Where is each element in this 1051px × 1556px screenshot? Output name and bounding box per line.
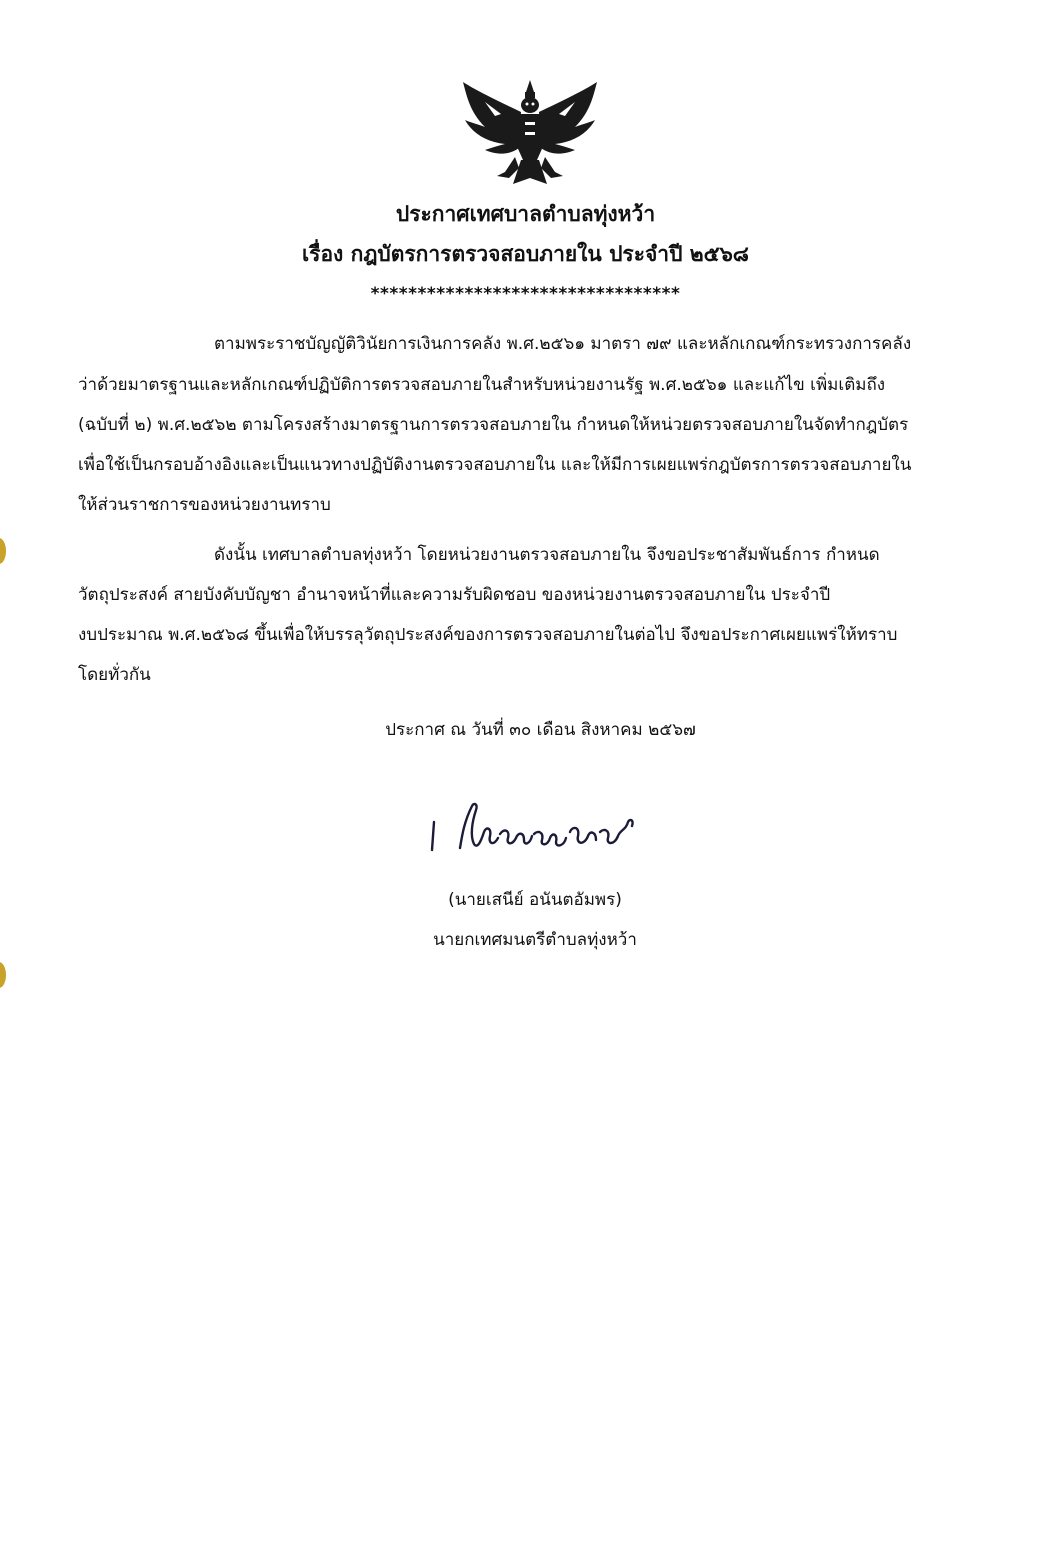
- paragraph-1-line: ตามพระราชบัญญัติวินัยการเงินการคลัง พ.ศ.๒๕๖๑ มาตรา ๗๙ และหลักเกณฑ์กระทรวงการคลัง: [214, 334, 912, 354]
- separator-line: *********************************: [370, 284, 681, 304]
- signatory-title: นายกเทศมนตรีตำบลทุ่งหว้า: [433, 930, 637, 950]
- paragraph-1-line: (ฉบับที่ ๒) พ.ศ.๒๕๖๒ ตามโครงสร้างมาตรฐานการตรวจสอบภายใน กำหนดให้หน่วยตรวจสอบภายในจัดทำกฎบัตร: [78, 415, 909, 435]
- announcement-date: ประกาศ ณ วันที่ ๓๐ เดือน สิงหาคม ๒๕๖๗: [385, 720, 696, 740]
- paragraph-2-line: ดังนั้น เทศบาลตำบลทุ่งหว้า โดยหน่วยงานตรวจสอบภายใน จึงขอประชาสัมพันธ์การ กำหนด: [214, 545, 880, 565]
- paragraph-2-line: งบประมาณ พ.ศ.๒๕๖๘ ขึ้นเพื่อให้บรรลุวัตถุประสงค์ของการตรวจสอบภายในต่อไป จึงขอประกาศเผยแพร่ให้ทราบ: [78, 625, 898, 645]
- announcement-title: ประกาศเทศบาลตำบลทุ่งหว้า: [395, 202, 656, 226]
- paragraph-2-line: วัตถุประสงค์ สายบังคับบัญชา อำนาจหน้าที่และความรับผิดชอบ ของหน่วยงานตรวจสอบภายใน ประจำปี: [78, 585, 831, 605]
- signatory-name: (นายเสนีย์ อนันตอัมพร): [448, 890, 622, 910]
- announcement-subject: เรื่อง กฎบัตรการตรวจสอบภายใน ประจำปี ๒๕๖๘: [301, 242, 749, 266]
- paragraph-1-line: ว่าด้วยมาตรฐานและหลักเกณฑ์ปฏิบัติการตรวจสอบภายในสำหรับหน่วยงานรัฐ พ.ศ.๒๕๖๑ และแก้ไข เพิ่มเติมถึง: [78, 375, 886, 395]
- paragraph-1-line: ให้ส่วนราชการของหน่วยงานทราบ: [78, 495, 331, 515]
- punch-hole-mark: [0, 962, 6, 988]
- punch-hole-mark: [0, 538, 6, 564]
- paragraph-2-line: โดยทั่วกัน: [78, 665, 151, 685]
- handwritten-signature: [420, 792, 660, 862]
- garuda-emblem-icon: [455, 72, 605, 190]
- paragraph-1-line: เพื่อใช้เป็นกรอบอ้างอิงและเป็นแนวทางปฏิบัติงานตรวจสอบภายใน และให้มีการเผยแพร่กฎบัตรการตรวจสอบภายใน: [78, 455, 912, 475]
